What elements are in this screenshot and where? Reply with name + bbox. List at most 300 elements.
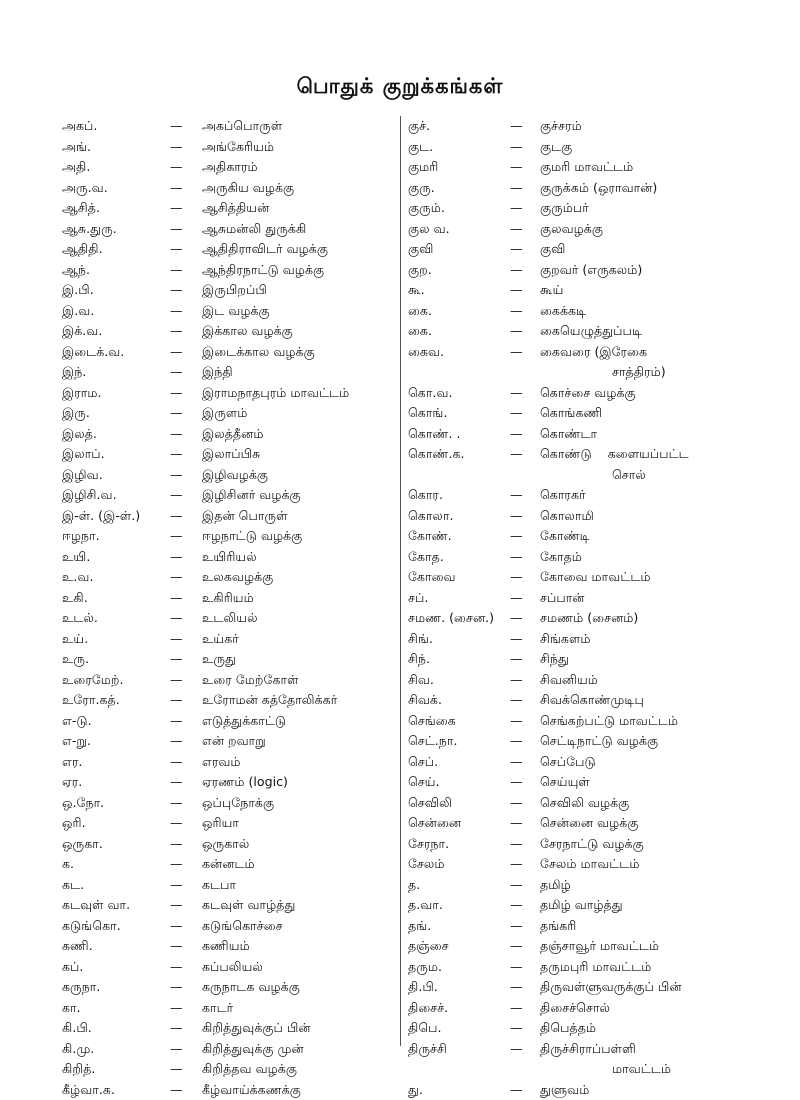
entry-dash: — (170, 179, 183, 195)
entry-dash: — (510, 1020, 523, 1035)
abbreviation-entry (408, 260, 792, 281)
abbreviation-entry (408, 444, 792, 465)
abbreviation-expansion: இட வழக்கு (202, 302, 270, 318)
abbreviation-expansion: கருநாடக வழக்கு (202, 979, 300, 994)
abbreviation-expansion: இருபிறப்பி (202, 282, 267, 297)
abbreviation-expansion: செய்யுள் (540, 774, 590, 789)
abbreviation-expansion: கையெழுத்துப்படி (540, 323, 642, 338)
entry-dash: — (170, 610, 183, 625)
abbreviation-entry (408, 998, 792, 1019)
abbreviation-expansion: அகப்பொருள் (202, 118, 283, 133)
abbreviation-term: குமரி (408, 159, 439, 174)
abbreviation-list-left (62, 116, 398, 1100)
entry-dash: — (510, 220, 523, 236)
abbreviation-entry (408, 957, 792, 978)
abbreviation-expansion: சிவக்கொண்முடிபு (540, 692, 644, 707)
abbreviation-expansion: கொண்டா (540, 425, 598, 441)
abbreviation-entry (62, 157, 398, 178)
abbreviation-term: சேரநா. (408, 835, 450, 851)
abbreviation-expansion: இக்கால வழக்கு (202, 323, 293, 338)
entry-dash: — (170, 548, 183, 564)
abbreviation-entry (408, 854, 792, 875)
entry-dash: — (170, 200, 183, 215)
abbreviation-expansion: செவிலி வழக்கு (540, 794, 630, 810)
abbreviation-expansion: சமணம் (சைனம்) (540, 610, 639, 625)
entry-dash: — (510, 774, 523, 789)
abbreviation-term: த.வா. (408, 897, 443, 912)
abbreviation-expansion: கன்னடம் (202, 856, 255, 871)
abbreviation-term: கா. (62, 999, 81, 1015)
abbreviation-expansion: ஏரணம் (logic) (202, 774, 288, 789)
abbreviation-term: ஆசு.துரு. (62, 220, 117, 236)
entry-dash: — (510, 794, 523, 810)
abbreviation-expansion: குச்சரம் (540, 118, 582, 133)
abbreviation-expansion: கடவுள் வாழ்த்து (202, 897, 296, 912)
abbreviation-term: கடுங்கொ. (62, 917, 121, 933)
abbreviation-entry (408, 711, 792, 732)
abbreviation-term: கட. (62, 876, 85, 892)
entry-dash: — (170, 1061, 183, 1076)
abbreviation-term: கொலா. (408, 507, 454, 523)
entry-dash: — (510, 405, 523, 420)
abbreviation-expansion: கோண்டி (540, 528, 590, 543)
entry-dash: — (510, 671, 523, 687)
abbreviation-expansion: சென்னை வழக்கு (540, 815, 639, 830)
entry-dash: — (170, 425, 183, 441)
abbreviation-entry (408, 219, 792, 240)
abbreviation-term: குற. (408, 261, 432, 277)
abbreviation-expansion: இதன் பொருள் (202, 507, 288, 523)
abbreviation-term: தரும. (408, 958, 443, 974)
entry-dash: — (510, 200, 523, 215)
abbreviation-expansion: செட்டிநாட்டு வழக்கு (540, 733, 659, 748)
abbreviation-entry (62, 977, 398, 998)
abbreviation-entry (62, 547, 398, 568)
entry-dash: — (510, 507, 523, 523)
abbreviation-entry (408, 916, 792, 937)
entry-dash: — (510, 835, 523, 851)
abbreviation-expansion: சிந்து (540, 651, 569, 666)
abbreviation-expansion: ஒருகால் (202, 835, 250, 851)
abbreviation-expansion: திருவள்ளுவருக்குப் பின் (540, 979, 682, 994)
abbreviation-expansion: கோதம் (540, 548, 582, 564)
abbreviation-expansion-continuation: சாத்திரம்) (612, 364, 666, 379)
abbreviation-entry (62, 506, 398, 527)
abbreviation-list-right (408, 116, 792, 1100)
entry-dash: — (510, 753, 523, 769)
abbreviation-entry (408, 875, 792, 896)
abbreviation-entry (62, 178, 398, 199)
abbreviation-term: தி.பி. (408, 979, 438, 994)
abbreviation-entry (62, 588, 398, 609)
abbreviation-term: கொண். . (408, 425, 461, 441)
abbreviation-entry (62, 649, 398, 670)
entry-dash: — (510, 897, 523, 912)
abbreviation-term: உயி. (62, 548, 91, 564)
abbreviation-entry-continuation (408, 465, 792, 486)
entry-dash: — (510, 999, 523, 1015)
abbreviation-expansion: கீழ்வாய்க்கணக்கு (202, 1081, 301, 1097)
abbreviation-expansion: கடபா (202, 876, 237, 892)
abbreviation-entry (62, 608, 398, 629)
abbreviation-expansion: கொரகர் (540, 487, 586, 502)
abbreviation-expansion: கிறித்துவுக்குப் பின் (202, 1020, 311, 1035)
abbreviation-term: உகி. (62, 589, 88, 605)
abbreviation-entry (408, 198, 792, 219)
entry-dash: — (170, 282, 183, 297)
abbreviation-term: கருநா. (62, 979, 101, 994)
abbreviation-term: கீழ்வா.க. (62, 1081, 115, 1097)
entry-dash: — (170, 528, 183, 543)
abbreviation-term: சிவ. (408, 671, 434, 687)
abbreviation-term: தங். (408, 917, 432, 933)
entry-dash: — (170, 794, 183, 810)
entry-dash: — (170, 897, 183, 912)
abbreviation-entry (408, 547, 792, 568)
entry-dash: — (170, 589, 183, 605)
abbreviation-expansion: கைவரை (இரேகை (540, 343, 648, 359)
abbreviation-expansion: சேலம் மாவட்டம் (540, 856, 640, 871)
abbreviation-expansion: அங்கேரியம் (202, 138, 275, 154)
abbreviation-entry (62, 116, 398, 137)
abbreviation-expansion: தருமபுரி மாவட்டம் (540, 958, 652, 974)
abbreviation-entry (408, 813, 792, 834)
abbreviation-entry (408, 239, 792, 260)
abbreviation-entry (408, 342, 792, 363)
entry-dash: — (170, 958, 183, 974)
abbreviation-term: து. (408, 1081, 423, 1097)
abbreviation-term: இழிசி.வ. (62, 487, 117, 502)
entry-dash: — (170, 712, 183, 728)
abbreviation-expansion: கூய் (540, 282, 564, 297)
abbreviation-entry (408, 1039, 792, 1060)
entry-dash: — (170, 938, 183, 953)
entry-dash: — (170, 507, 183, 523)
abbreviation-expansion: உடலியல் (202, 610, 258, 625)
abbreviation-term: செப். (408, 753, 439, 769)
abbreviation-term: ஈழநா. (62, 528, 100, 543)
entry-dash: — (510, 241, 523, 256)
abbreviation-expansion: குரும்பர் (540, 200, 589, 215)
abbreviation-entry (62, 424, 398, 445)
abbreviation-expansion: கிறித்தவ வழக்கு (202, 1061, 297, 1076)
entry-dash: — (510, 979, 523, 994)
entry-dash: — (510, 138, 523, 154)
abbreviation-entry (62, 752, 398, 773)
abbreviation-entry (62, 342, 398, 363)
abbreviation-expansion: அருகிய வழக்கு (202, 179, 295, 195)
abbreviation-expansion: குலவழக்கு (540, 220, 603, 236)
abbreviation-entry (408, 588, 792, 609)
entry-dash: — (510, 856, 523, 871)
abbreviation-term: ஒ.நோ. (62, 794, 105, 810)
entry-dash: — (170, 999, 183, 1015)
abbreviation-expansion: கிறித்துவுக்கு முன் (202, 1040, 304, 1056)
abbreviation-expansion: உரை மேற்கோள் (202, 671, 299, 687)
entry-dash: — (170, 815, 183, 830)
abbreviation-entry (62, 629, 398, 650)
entry-dash: — (510, 261, 523, 277)
abbreviation-entry (62, 793, 398, 814)
abbreviation-expansion: குறவர் (எருகலம்) (540, 261, 643, 277)
entry-dash: — (510, 425, 523, 441)
abbreviation-entry (408, 936, 792, 957)
abbreviation-term: எ-று. (62, 733, 91, 748)
abbreviation-entry (408, 280, 792, 301)
abbreviation-expansion: சேரநாட்டு வழக்கு (540, 835, 644, 851)
abbreviation-entry (62, 362, 398, 383)
abbreviation-entry (408, 485, 792, 506)
abbreviation-expansion: ஆசுமன்லி துருக்கி (202, 220, 307, 236)
abbreviation-entry (408, 1080, 792, 1100)
abbreviation-expansion: உயிரியல் (202, 548, 257, 564)
entry-dash: — (510, 118, 523, 133)
abbreviation-entry (408, 526, 792, 547)
entry-dash: — (510, 487, 523, 502)
abbreviation-expansion: எரவம் (202, 753, 241, 769)
abbreviation-entry (62, 998, 398, 1019)
column-divider (400, 116, 401, 1046)
abbreviation-term: எ-டு. (62, 712, 92, 728)
entry-dash: — (510, 1040, 523, 1056)
abbreviation-expansion: ஆதிதிராவிடர் வழக்கு (202, 241, 328, 256)
abbreviation-term: அரு.வ. (62, 179, 108, 195)
abbreviation-term: இராம. (62, 384, 102, 400)
abbreviation-expansion: கொச்சை வழக்கு (540, 384, 636, 400)
abbreviation-term: உரு. (62, 651, 90, 666)
abbreviation-entry (408, 1018, 792, 1039)
entry-dash: — (170, 856, 183, 871)
abbreviation-entry (408, 178, 792, 199)
abbreviation-expansion: குமரி மாவட்டம் (540, 159, 634, 174)
abbreviation-term: இந். (62, 364, 87, 379)
abbreviation-term: கூ. (408, 282, 425, 297)
entry-dash: — (170, 1020, 183, 1035)
entry-dash: — (170, 630, 183, 646)
abbreviation-expansion: ஆசித்தியன் (202, 200, 270, 215)
entry-dash: — (170, 651, 183, 666)
abbreviation-entry (62, 137, 398, 158)
entry-dash: — (170, 302, 183, 318)
abbreviation-entry (62, 670, 398, 691)
entry-dash: — (170, 138, 183, 154)
abbreviation-term: கி.பி. (62, 1020, 92, 1035)
abbreviation-term: ஆந். (62, 261, 91, 277)
abbreviation-entry (62, 567, 398, 588)
abbreviation-expansion: இடைக்கால வழக்கு (202, 343, 315, 359)
entry-dash: — (510, 876, 523, 892)
abbreviation-term: உரைமேற். (62, 671, 124, 687)
abbreviation-expansion: கைக்கடி (540, 302, 587, 318)
abbreviation-expansion: ஒப்புநோக்கு (202, 794, 275, 810)
abbreviation-entry (62, 1018, 398, 1039)
abbreviation-entry (408, 629, 792, 650)
abbreviation-term: சிந். (408, 651, 430, 666)
entry-dash: — (510, 302, 523, 318)
abbreviation-term: தஞ்சை (408, 938, 449, 953)
abbreviation-term: இடைக்.வ. (62, 343, 125, 359)
abbreviation-entry (408, 301, 792, 322)
abbreviation-term: செய். (408, 774, 440, 789)
abbreviation-entry (408, 834, 792, 855)
abbreviation-term: கப். (62, 958, 84, 974)
abbreviation-entry-continuation (408, 362, 792, 383)
abbreviation-entry (408, 793, 792, 814)
abbreviation-entry (62, 1059, 398, 1080)
abbreviation-term: கோவை (408, 569, 456, 584)
entry-dash: — (510, 569, 523, 584)
abbreviation-term: சமண. (சைன.) (408, 610, 495, 625)
abbreviation-entry (408, 403, 792, 424)
entry-dash: — (170, 917, 183, 933)
entry-dash: — (170, 876, 183, 892)
entry-dash: — (170, 220, 183, 236)
abbreviation-expansion: என் றவாறு (202, 733, 266, 748)
abbreviation-term: கோத. (408, 548, 444, 564)
entry-dash: — (170, 835, 183, 851)
abbreviation-expansion: இழிசினர் வழக்கு (202, 487, 301, 502)
abbreviation-entry (408, 649, 792, 670)
entry-dash: — (510, 692, 523, 707)
abbreviation-term: குட. (408, 138, 434, 154)
abbreviation-term: கோண். (408, 528, 452, 543)
abbreviation-expansion: குவி (540, 241, 566, 256)
abbreviation-term: கொண்.க. (408, 446, 465, 461)
entry-dash: — (510, 548, 523, 564)
abbreviation-term: செவிலி (408, 794, 452, 810)
abbreviation-expansion: உலகவழக்கு (202, 569, 274, 584)
entry-dash: — (170, 241, 183, 256)
abbreviation-entry (62, 854, 398, 875)
abbreviation-expansion: இந்தி (202, 364, 233, 379)
abbreviation-expansion: கப்பலியல் (202, 958, 263, 974)
abbreviation-expansion: தஞ்சாவூர் மாவட்டம் (540, 938, 660, 953)
abbreviation-term: சிவக். (408, 692, 442, 707)
abbreviation-term: குவி (408, 241, 434, 256)
abbreviation-term: ஏர. (62, 774, 83, 789)
abbreviation-term: இ.வ. (62, 302, 95, 318)
abbreviation-expansion: உய்கர் (202, 630, 239, 646)
abbreviation-term: திபெ. (408, 1020, 442, 1035)
abbreviation-expansion-continuation: சொல் (612, 466, 646, 482)
abbreviation-entry (62, 711, 398, 732)
entry-dash: — (170, 753, 183, 769)
abbreviation-expansion: கொண்டு களையப்பட்ட (540, 446, 689, 461)
entry-dash: — (170, 384, 183, 400)
entry-dash: — (170, 466, 183, 482)
entry-dash: — (170, 1040, 183, 1056)
entry-dash: — (510, 630, 523, 646)
abbreviation-entry (62, 936, 398, 957)
page-title: பொதுக் குறுக்கங்கள் (296, 74, 504, 98)
abbreviation-term: கிறித். (62, 1061, 96, 1076)
abbreviation-term: உ.வ. (62, 569, 94, 584)
entry-dash: — (170, 159, 183, 174)
abbreviation-expansion: உருது (202, 651, 237, 666)
abbreviation-entry (408, 772, 792, 793)
entry-dash: — (510, 958, 523, 974)
entry-dash: — (170, 364, 183, 379)
abbreviation-term: கொங். (408, 405, 448, 420)
entry-dash: — (170, 733, 183, 748)
abbreviation-term: செங்கை (408, 712, 456, 728)
abbreviation-expansion: தமிழ் வாழ்த்து (540, 897, 623, 912)
abbreviation-term: கடவுள் வா. (62, 897, 131, 912)
abbreviation-entry (62, 1039, 398, 1060)
abbreviation-expansion: குடகு (540, 138, 573, 154)
abbreviation-expansion: சிவனியம் (540, 671, 598, 687)
abbreviation-entry (62, 301, 398, 322)
abbreviation-expansion: தமிழ் (540, 876, 571, 892)
abbreviation-expansion-continuation: மாவட்டம் (612, 1061, 671, 1076)
abbreviation-term: இ-ள். (இ-ள்.) (62, 507, 141, 523)
abbreviation-entry (62, 690, 398, 711)
entry-dash: — (510, 589, 523, 605)
abbreviation-entry (62, 957, 398, 978)
abbreviation-entry (62, 239, 398, 260)
abbreviation-entry (408, 424, 792, 445)
entry-dash: — (510, 528, 523, 543)
abbreviation-expansion: கோவை மாவட்டம் (540, 569, 651, 584)
entry-dash: — (170, 487, 183, 502)
abbreviation-term: கொர. (408, 487, 443, 502)
abbreviation-term: இக்.வ. (62, 323, 103, 338)
entry-dash: — (510, 159, 523, 174)
abbreviation-term: கொ.வ. (408, 384, 453, 400)
abbreviation-entry (62, 403, 398, 424)
abbreviation-term: கணி. (62, 938, 93, 953)
abbreviation-entry (408, 690, 792, 711)
entry-dash: — (170, 1081, 183, 1097)
abbreviation-expansion: ஈழநாட்டு வழக்கு (202, 528, 303, 543)
entry-dash: — (510, 1081, 523, 1097)
abbreviation-term: கை. (408, 323, 432, 338)
abbreviation-term: குச். (408, 118, 431, 133)
entry-dash: — (510, 446, 523, 461)
entry-dash: — (170, 671, 183, 687)
abbreviation-entry (408, 752, 792, 773)
abbreviation-expansion: அதிகாரம் (202, 159, 258, 174)
abbreviation-term: உய். (62, 630, 89, 646)
abbreviation-term: ஒரி. (62, 815, 86, 830)
abbreviation-entry (62, 772, 398, 793)
abbreviation-entry (62, 280, 398, 301)
abbreviation-term: க. (62, 856, 75, 871)
abbreviation-expansion: எடுத்துக்காட்டு (202, 712, 287, 728)
abbreviation-entry (408, 895, 792, 916)
abbreviation-entry (408, 506, 792, 527)
entry-dash: — (170, 979, 183, 994)
entry-dash: — (510, 282, 523, 297)
abbreviation-entry (408, 157, 792, 178)
abbreviation-entry (408, 670, 792, 691)
abbreviation-expansion: இருளம் (202, 405, 248, 420)
abbreviation-entry (408, 977, 792, 998)
entry-dash: — (170, 692, 183, 707)
abbreviation-entry (408, 608, 792, 629)
abbreviation-entry (62, 1080, 398, 1100)
abbreviation-entry (62, 834, 398, 855)
entry-dash: — (510, 712, 523, 728)
abbreviation-expansion: கொலாமி (540, 507, 594, 523)
abbreviation-expansion: குருக்கம் (ஒராவான்) (540, 179, 658, 195)
entry-dash: — (170, 118, 183, 133)
abbreviation-term: இலாப். (62, 446, 105, 461)
abbreviation-expansion: தங்கரி (540, 917, 577, 933)
abbreviation-term: திருச்சி (408, 1040, 447, 1056)
entry-dash: — (510, 179, 523, 195)
abbreviation-term: செட்.நா. (408, 733, 458, 748)
